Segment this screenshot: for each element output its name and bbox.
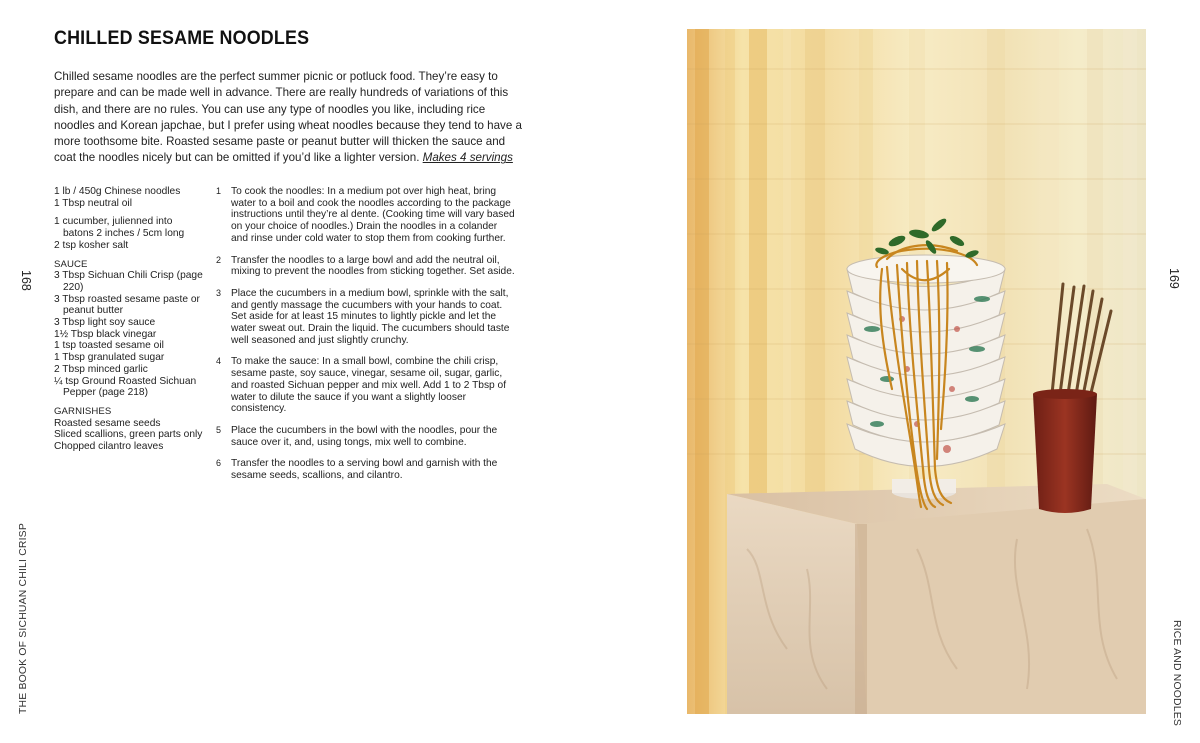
method-step <box>216 458 516 481</box>
recipe-photo <box>687 29 1146 714</box>
servings-text: Makes 4 servings <box>422 151 513 165</box>
page-number-left: 168 <box>19 270 33 291</box>
garnish-heading: GARNISHES <box>54 405 112 417</box>
running-head-right: RICE AND NOODLES <box>1171 620 1182 726</box>
ingredient-item: 1 Tbsp granulated sugar <box>54 352 165 364</box>
method-step <box>216 255 516 278</box>
step-text: Transfer the noodles to a serving bowl and garnish with the sesame seeds, scallions, and cilantro. <box>231 458 498 482</box>
recipe-intro <box>54 69 524 167</box>
step-text: Place the cucumbers in a medium bowl, sprinkle with the salt, and gently massage the cucumbers with your hands to coat. Set aside for at least 15 minutes to lightly pickle and let the water sweat out. Drain the liquid. The cucumbers should taste well seasoned and just slightly crunchy. <box>231 287 510 346</box>
ingredient-item: 2 Tbsp minced garlic <box>54 363 148 375</box>
running-head-left: THE BOOK OF SICHUAN CHILI CRISP <box>18 523 29 714</box>
method-step <box>216 425 516 448</box>
ingredient-item: Roasted sesame seeds <box>54 417 161 429</box>
ingredient-group-sauce <box>54 259 204 399</box>
ingredient-item: Chopped cilantro leaves <box>54 441 164 453</box>
step-text: To make the sauce: In a small bowl, combine the chili crisp, sesame paste, soy sauce, vinegar, sesame oil, sugar, garlic, and roasted Sichuan pepper and mix well. Add 1 to 2 Tbsp of water to dilute the sauce if you want a slightly looser consistency. <box>231 356 507 415</box>
ingredient-item: 2 tsp kosher salt <box>54 239 129 251</box>
step-number: 5 <box>216 424 222 435</box>
noodle-bowls-illustration <box>687 29 1146 714</box>
step-number: 3 <box>216 287 222 298</box>
ingredient-group-main <box>54 186 204 209</box>
sauce-heading: SAUCE <box>54 258 88 270</box>
step-number: 1 <box>216 186 222 196</box>
ingredient-item: 1 cucumber, julienned into batons 2 inches / 5cm long <box>54 216 185 240</box>
ingredient-item: 3 Tbsp Sichuan Chili Crisp (page 220) <box>54 270 203 293</box>
ingredient-item: 1 tsp toasted sesame oil <box>54 340 164 352</box>
recipe-title: CHILLED SESAME NOODLES <box>54 28 310 49</box>
intro-text: Chilled sesame noodles are the perfect summer picnic or potluck food. They’re easy to prepare and can be made well in advance. There are really hundreds of variations of this dish, and there are no rules. You can use any type of noodles you like, including rice noodles and Korean japchae, but I prefer using wheat noodles because they tend to have a more toothsome bite. Roasted sesame paste or peanut butter will thicken the sauce and coat the noodles nicely but can be omitted if you’d like a lighter version. <box>54 70 522 165</box>
ingredient-item: 1 lb / 450g Chinese noodles <box>54 186 181 197</box>
ingredient-group-garnishes <box>54 406 204 453</box>
step-text: To cook the noodles: In a medium pot over high heat, bring water to a boil and cook the noodles according to the package instructions until they’re al dente. (Cooking time will vary based on your choice of noodles.) Drain the noodles in a colander and rinse under cold water to stop them from cooking further. <box>231 186 515 244</box>
step-number: 4 <box>216 356 222 367</box>
step-number: 6 <box>216 458 222 469</box>
ingredient-item: 3 Tbsp roasted sesame paste or peanut butter <box>54 293 200 317</box>
step-text: Place the cucumbers in the bowl with the noodles, pour the sauce over it, and, using tongs, mix well to combine. <box>231 424 498 448</box>
step-number: 2 <box>216 254 222 265</box>
ingredient-item: ¼ tsp Ground Roasted Sichuan Pepper (page 218) <box>54 375 197 399</box>
ingredient-group-cucumber <box>54 216 204 251</box>
method-steps <box>216 186 516 492</box>
ingredient-item: 1 Tbsp neutral oil <box>54 197 132 209</box>
method-step <box>216 288 516 347</box>
ingredient-item: Sliced scallions, green parts only <box>54 429 203 441</box>
ingredient-list <box>54 186 204 460</box>
ingredient-item: 1½ Tbsp black vinegar <box>54 328 157 340</box>
page-number-right: 169 <box>1167 268 1181 289</box>
method-step <box>216 356 516 415</box>
ingredient-item: 3 Tbsp light soy sauce <box>54 317 156 329</box>
step-text: Transfer the noodles to a large bowl and add the neutral oil, mixing to prevent the noodles from sticking together. Set aside. <box>231 254 515 278</box>
method-step <box>216 186 516 245</box>
